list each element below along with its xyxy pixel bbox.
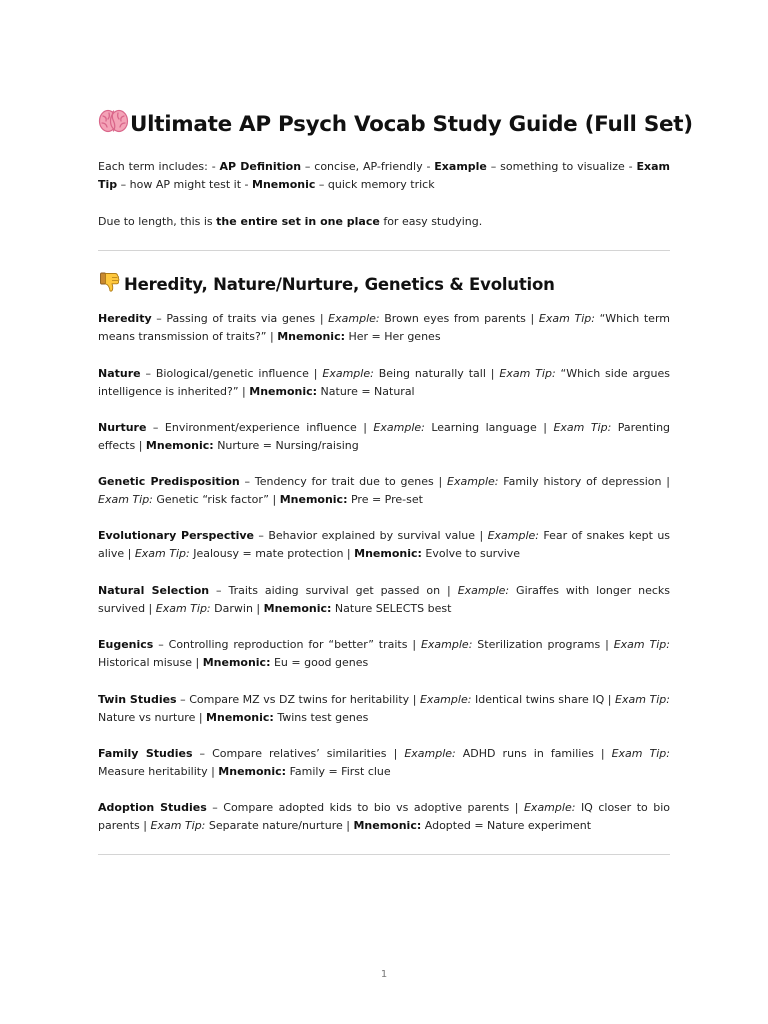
term-definition: Behavior explained by survival value (268, 529, 476, 542)
exam-tip-label: Exam Tip: (150, 819, 206, 832)
intro-label-tip: Exam Tip (98, 160, 670, 191)
example-label: Example: (523, 801, 576, 814)
term-entry-nurture: Nurture – Environment/experience influence | Example: Learning language | Exam Tip: Parenting effects | Mnemonic: Nurture = Nursing/raising (98, 421, 671, 452)
term-mnemonic: Nurture = Nursing/raising (217, 439, 359, 452)
term-definition: Traits aiding survival get passed on (228, 584, 441, 597)
divider (98, 250, 670, 251)
section-title: Heredity, Nature/Nurture, Genetics & Evolution (124, 274, 555, 294)
example-label: Example: (322, 367, 374, 380)
exam-tip-label: Exam Tip: (499, 367, 556, 380)
term-example: ADHD runs in families (462, 747, 594, 760)
term-definition: Environment/experience influence (164, 421, 357, 434)
intro-desc-definition: – concise, AP-friendly - (301, 160, 435, 173)
intro-desc-example: – something to visualize - (486, 160, 637, 173)
mnemonic-label: Mnemonic: (353, 819, 422, 832)
note-pre: Due to length, this is (98, 215, 217, 228)
term-example: Learning language (431, 421, 537, 434)
example-label: Example: (447, 475, 499, 488)
term-mnemonic: Twins test genes (277, 711, 369, 724)
term-entry-heredity: Heredity – Passing of traits via genes | Example: Brown eyes from parents | Exam Tip: “Which term means transmission of traits?” | Mnemonic: Her = Her genes (98, 312, 670, 343)
term-definition: Passing of traits via genes (166, 312, 316, 325)
term-mnemonic: Nature SELECTS best (334, 602, 452, 615)
term-mnemonic: Her = Her genes (348, 330, 441, 343)
term-example: Being naturally tall (378, 367, 486, 380)
term-name: Evolutionary Perspective (98, 529, 255, 542)
mnemonic-label: Mnemonic: (277, 330, 345, 343)
term-entry-nature: Nature – Biological/genetic influence | Example: Being naturally tall | Exam Tip: “Which side argues intelligence is inherited?” | Mnemonic: Nature = Natural (98, 367, 671, 398)
term-entry-evolutionary-perspective: Evolutionary Perspective – Behavior explained by survival value | Example: Fear of snakes kept us alive | Exam Tip: Jealousy = mate protection | Mnemonic: Evolve to survive (98, 529, 671, 560)
intro-label-definition: AP Definition (219, 160, 302, 173)
intro-label-example: Example (434, 160, 487, 173)
term-exam-tip: Historical misuse (98, 656, 192, 669)
mnemonic-label: Mnemonic: (202, 656, 271, 669)
mnemonic-label: Mnemonic: (354, 547, 422, 560)
term-mnemonic: Eu = good genes (273, 656, 369, 669)
exam-tip-label: Exam Tip: (613, 638, 670, 651)
mnemonic-label: Mnemonic: (263, 602, 332, 615)
term-example: Family history of depression (503, 475, 662, 488)
exam-tip-label: Exam Tip: (611, 747, 671, 760)
term-exam-tip: “Which term means transmission of traits?” (98, 312, 670, 343)
term-example: IQ closer to bio parents (98, 801, 671, 832)
term-exam-tip: Jealousy = mate protection (193, 547, 344, 560)
term-entry-family-studies: Family Studies – Compare relatives’ similarities | Example: ADHD runs in families | Exam Tip: Measure heritability | Mnemonic: Family = First clue (98, 747, 671, 778)
exam-tip-label: Exam Tip: (134, 547, 190, 560)
exam-tip-label: Exam Tip: (155, 602, 211, 615)
term-mnemonic: Family = First clue (289, 765, 391, 778)
example-label: Example: (420, 638, 473, 651)
term-exam-tip: Nature vs nurture (98, 711, 196, 724)
term-name: Nature (98, 367, 141, 380)
term-name: Family Studies (98, 747, 193, 760)
example-label: Example: (328, 312, 380, 325)
term-example: Fear of snakes kept us alive (98, 529, 671, 560)
thumbs-down-icon (98, 270, 122, 298)
intro-desc-mnemonic: – quick memory trick (315, 178, 435, 191)
example-label: Example: (404, 747, 456, 760)
intro-label-mnemonic: Mnemonic (252, 178, 316, 191)
term-exam-tip: Separate nature/nurture (208, 819, 343, 832)
term-exam-tip: “Which side argues intelligence is inherited?” (98, 367, 671, 398)
example-label: Example: (373, 421, 425, 434)
mnemonic-label: Mnemonic: (145, 439, 214, 452)
exam-tip-label: Exam Tip: (553, 421, 612, 434)
section-heading (98, 270, 555, 298)
term-name: Natural Selection (98, 584, 210, 597)
term-definition: Biological/genetic influence (155, 367, 309, 380)
term-mnemonic: Adopted = Nature experiment (424, 819, 592, 832)
intro-desc-tip: – how AP might test it - (117, 178, 252, 191)
intro-lead: Each term includes: - (98, 160, 220, 173)
term-name: Heredity (98, 312, 152, 325)
intro-paragraph (98, 158, 670, 194)
term-entry-natural-selection: Natural Selection – Traits aiding survival get passed on | Example: Giraffes with longer necks survived | Exam Tip: Darwin | Mnemonic: Nature SELECTS best (98, 584, 670, 615)
term-definition: Compare relatives’ similarities (212, 747, 387, 760)
mnemonic-label: Mnemonic: (218, 765, 287, 778)
term-exam-tip: Measure heritability (98, 765, 208, 778)
term-mnemonic: Nature = Natural (320, 385, 415, 398)
divider (98, 854, 670, 855)
term-definition: Compare adopted kids to bio vs adoptive parents (223, 801, 510, 814)
term-mnemonic: Evolve to survive (425, 547, 521, 560)
term-name: Eugenics (98, 638, 154, 651)
term-definition: Tendency for trait due to genes (254, 475, 434, 488)
example-label: Example: (419, 693, 472, 706)
page-number: 1 (380, 969, 388, 980)
mnemonic-label: Mnemonic: (249, 385, 318, 398)
term-exam-tip: Genetic “risk factor” (156, 493, 269, 506)
term-name: Twin Studies (98, 693, 177, 706)
term-exam-tip: Darwin (214, 602, 253, 615)
mnemonic-label: Mnemonic: (279, 493, 348, 506)
term-example: Brown eyes from parents (384, 312, 526, 325)
exam-tip-label: Exam Tip: (538, 312, 595, 325)
term-example: Identical twins share IQ (474, 693, 605, 706)
term-name: Genetic Predisposition (98, 475, 240, 488)
term-example: Sterilization programs (477, 638, 601, 651)
note-bold: the entire set in one place (216, 215, 380, 228)
term-entry-eugenics: Eugenics – Controlling reproduction for “better” traits | Example: Sterilization programs | Exam Tip: Historical misuse | Mnemonic: Eu = good genes (98, 638, 670, 669)
note-paragraph (98, 213, 670, 231)
exam-tip-label: Exam Tip: (615, 693, 670, 706)
term-definition: Compare MZ vs DZ twins for heritability (189, 693, 410, 706)
exam-tip-label: Exam Tip: (98, 493, 153, 506)
term-entry-twin-studies: Twin Studies – Compare MZ vs DZ twins for heritability | Example: Identical twins share IQ | Exam Tip: Nature vs nurture | Mnemonic: Twins test genes (98, 693, 670, 724)
term-entry-genetic-predisposition: Genetic Predisposition – Tendency for trait due to genes | Example: Family history of depression | Exam Tip: Genetic “risk factor” | Mnemonic: Pre = Pre-set (98, 475, 670, 506)
page-title (98, 108, 693, 140)
example-label: Example: (487, 529, 539, 542)
term-mnemonic: Pre = Pre-set (350, 493, 423, 506)
term-example: Giraffes with longer necks survived (98, 584, 670, 615)
term-entry-adoption-studies: Adoption Studies – Compare adopted kids to bio vs adoptive parents | Example: IQ closer to bio parents | Exam Tip: Separate nature/nurture | Mnemonic: Adopted = Nature experiment (98, 801, 671, 832)
term-exam-tip: Parenting effects (98, 421, 671, 452)
term-definition: Controlling reproduction for “better” traits (168, 638, 408, 651)
note-post: for easy studying. (379, 215, 483, 228)
term-name: Nurture (98, 421, 147, 434)
page-title-text: Ultimate AP Psych Vocab Study Guide (Full Set) (130, 111, 693, 137)
mnemonic-label: Mnemonic: (206, 711, 274, 724)
term-name: Adoption Studies (98, 801, 207, 814)
example-label: Example: (457, 584, 510, 597)
brain-icon (98, 108, 130, 140)
